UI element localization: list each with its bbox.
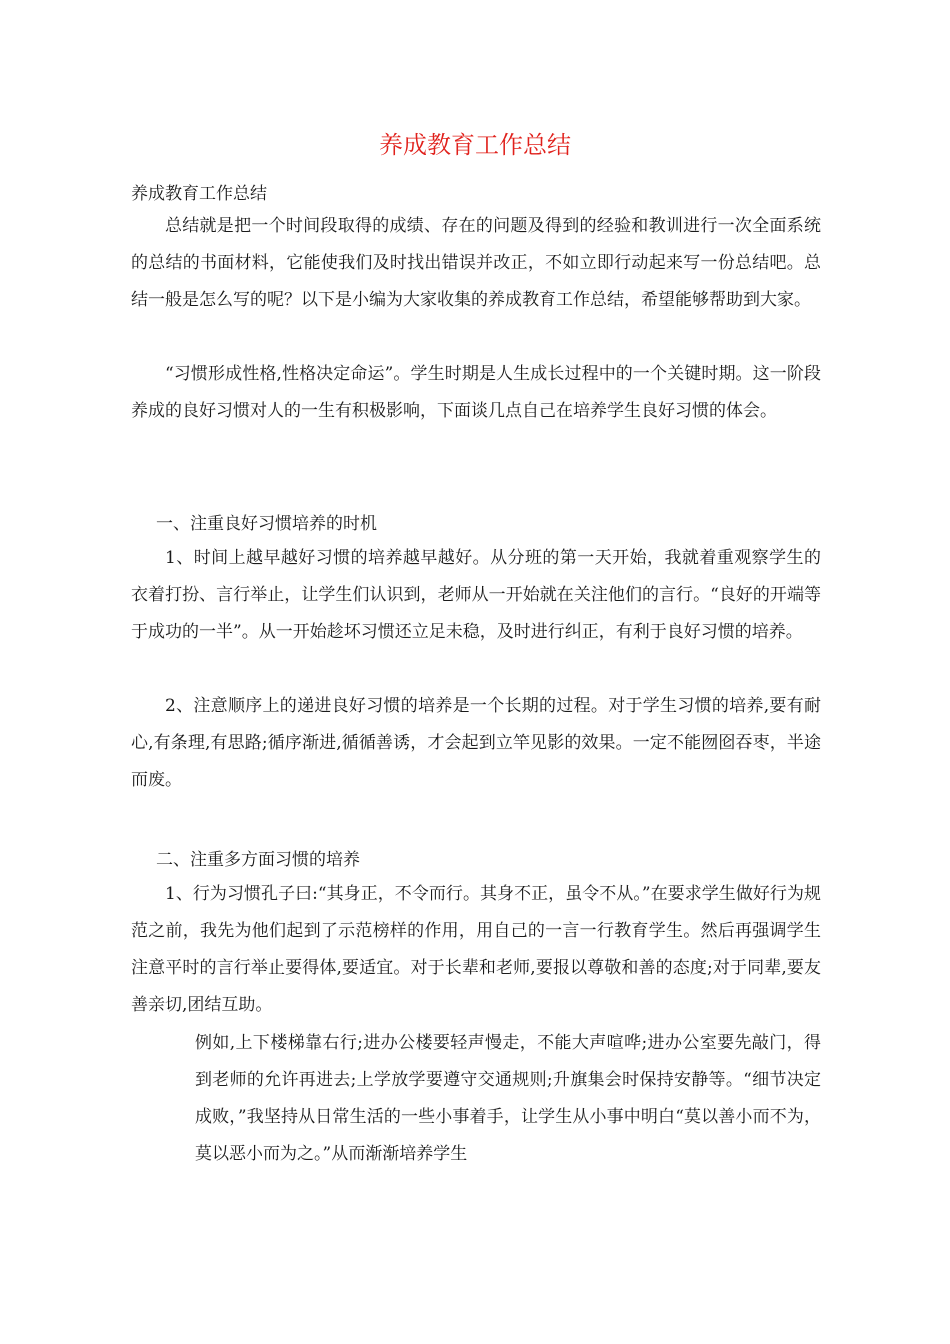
intro-paragraph-1: 总结就是把一个时间段取得的成绩、存在的问题及得到的经验和教训进行一次全面系统的总结的书面材料，它能使我们及时找出错误并改正，不如立即行动起来写一份总结吧。总结一般是怎么写的呢？以下是小编为大家收集的养成教育工作总结，希望能够帮助到大家。 — [131, 216, 821, 310]
section-1-paragraph-2: 2、注意顺序上的递进良好习惯的培养是一个长期的过程。对于学生习惯的培养,要有耐心,有条理,有思路;循序渐进,循循善诱，才会起到立竿见影的效果。一定不能囫囵吞枣，半途而废。 — [131, 696, 821, 790]
document-subtitle: 养成教育工作总结 — [131, 184, 267, 204]
section-2-heading: 二、注重多方面习惯的培养 — [156, 850, 360, 870]
section-2-paragraph-1: 1、行为习惯孔子曰:“其身正，不令而行。其身不正，虽令不从。”在要求学生做好行为规范之前，我先为他们起到了示范榜样的作用，用自己的一言一行教育学生。然后再强调学生注意平时的言行举止要得体,要适宜。对于长辈和老师,要报以尊敬和善的态度;对于同辈,要友善亲切,团结互助。 — [131, 884, 821, 1015]
section-1-paragraph-1: 1、时间上越早越好习惯的培养越早越好。从分班的第一天开始，我就着重观察学生的衣着打扮、言行举止，让学生们认识到，老师从一开始就在关注他们的言行。“良好的开端等于成功的一半”。从一开始趁坏习惯还立足未稳，及时进行纠正，有利于良好习惯的培养。 — [131, 548, 821, 642]
section-1-heading: 一、注重良好习惯培养的时机 — [156, 514, 377, 534]
intro-paragraph-2: “习惯形成性格,性格决定命运”。学生时期是人生成长过程中的一个关键时期。这一阶段养成的良好习惯对人的一生有积极影响，下面谈几点自己在培养学生良好习惯的体会。 — [131, 364, 821, 421]
section-2-example-paragraph: 例如,上下楼梯靠右行;进办公楼要轻声慢走，不能大声喧哗;进办公室要先敲门，得到老师的允许再进去;上学放学要遵守交通规则;升旗集会时保持安静等。“细节决定成败，”我坚持从日常生活的一些小事着手，让学生从小事中明白“莫以善小而不为，莫以恶小而为之。”从而渐渐培养学生 — [195, 1033, 821, 1164]
document-title: 养成教育工作总结 — [379, 131, 571, 159]
